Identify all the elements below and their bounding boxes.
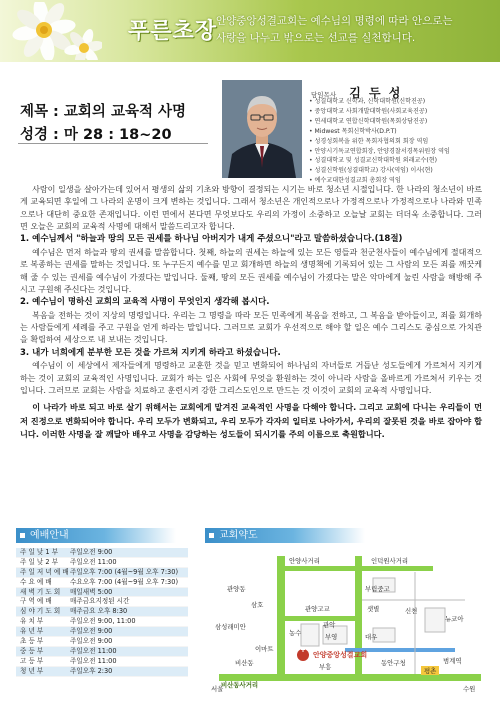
intro-paragraph: 사람이 일생을 살아가는데 있어서 평생의 삶의 기초와 방향이 결정되는 시기는 바로 청소년 시절입니다. 한 나라의 청소년이 바르게 교육되면 후일에 그 나라의 운명이 크게 변하는 것입니다. 그래서 청소년은 개인적으로나 가정적으로나 가정적으로나 나라와 민족으로나 대단히 중요한 존재입니다. 이런 면에서 본다면 무엇보다도 우리의 가정이 소중하고 오늘날 교회는 더더욱 소중합니다. 그러면 오늘은 교회의 교육적 사명에 대해서 말씀드리고자 합니다. <box>20 185 482 232</box>
worship-schedule-table <box>16 548 188 677</box>
bio-item: • 안양시기독교연합회장, 안양경찰서경목위원장 역임 <box>309 147 499 157</box>
map-label: 부영 <box>325 633 338 641</box>
bio-item: • 성결신학원(성결대학교) 강사(역임) 이사(현) <box>309 166 499 176</box>
slogan-line-2: 사랑을 나누고 밖으로는 선교를 실천합니다. <box>216 32 416 44</box>
map-label: 안양사거리 <box>289 557 320 565</box>
sermon-verse: 성경 : 마 28 : 18~20 <box>20 127 172 143</box>
map-label: 평촌 <box>421 666 439 675</box>
bio-item: • 성경성회복을 위한 목회자협의회 회장 역임 <box>309 137 499 147</box>
map-label: 샛별 <box>367 605 380 613</box>
map-label: 관양동 <box>227 585 246 593</box>
closing-paragraph: 이 나라가 바로 되고 바로 살기 위해서는 교회에게 맡겨진 교육적인 사명을 다해야 합니다. 그리고 교회에 다니는 우리들이 먼저 진정으로 변화되어야 합니다. 우리 모두가 변화되고, 우리 모두가 각자의 일터로 나아가서, 우리의 잘못된 것을 바로 잡아야 합니다. 이러한 사명을 잘 깨달아 배우고 사명을 감당하는 성도들이 되시기를 주의 이름으로 축원합니다. <box>20 402 482 440</box>
map-label: 관악 <box>323 621 336 629</box>
table-row: 유 치 부 주일오전 9:00, 11:00 <box>16 617 188 627</box>
bio-item: • 예수교대한성결교회 총회장 역임 <box>309 176 499 186</box>
map-label: 비산동 <box>235 659 254 667</box>
pastor-bio-list <box>309 97 499 186</box>
map-label: 삼호 <box>251 601 264 609</box>
bio-item: • 성결대학교 및 성결교신학대학원 외래교수(현) <box>309 156 499 166</box>
sermon-title: 제목 : 교회의 교육적 사명 <box>20 104 187 120</box>
table-row: 수 요 예 배 수요오후 7:00 (4월~9월 오후 7:30) <box>16 578 188 588</box>
map-label: 동안구청 <box>381 659 406 667</box>
map-label: 이마트 <box>255 645 274 653</box>
table-row: 새 벽 기 도 회 매일새벽 5:00 <box>16 588 188 598</box>
point-3-paragraph: 예수님이 이 세상에서 제자들에게 명령하고 교훈한 것을 믿고 변화되어 하나님의 자녀들로 거듭난 성도들에게 가르쳐서 지키게 하는 것이 교회의 교육적인 사명입니다. 교회가 하는 일은 사회에 무엇을 환원하는 것이 아니라 사람을 올바르게 가르쳐서 키우는 것입니다. 그러므로 교회는 사람을 치료하고 훈련시켜 강한 그리스도인으로 만드는 것 이것이 교회의 교육적 사명입니다. <box>20 361 482 395</box>
table-row: 구 역 예 배 매주금요지정된 시간 <box>16 597 188 607</box>
title-divider <box>18 143 208 144</box>
map-label: 비산동사거리 <box>221 681 259 689</box>
map-label: 대우 <box>365 633 378 641</box>
point-2-heading: 2. 예수님이 명하신 교회의 교육적 사명이 무엇인지 생각해 봅시다. <box>20 297 270 308</box>
bio-item: • 연세대학교 연합신학대학원(목회상담진공) <box>309 117 499 127</box>
map-label: 삼성래미안 <box>215 623 246 631</box>
map-label: 부흥 <box>319 663 332 671</box>
church-map-tab <box>205 528 365 543</box>
bio-item: • Midwest 목회신학박사(D.P.T) <box>309 127 499 137</box>
map-label: 뉴코아 <box>445 615 464 623</box>
point-3-heading: 3. 내가 너희에게 분부한 모든 것을 가르쳐 지키게 하라고 하셨습니다. <box>20 347 281 358</box>
map-label: 관양고교 <box>305 605 330 613</box>
map-label: 인덕원사거리 <box>371 557 409 565</box>
map-roads <box>205 548 490 701</box>
table-row: 심 야 기 도 회 매주금요 오후 8:30 <box>16 607 188 617</box>
church-slogan <box>216 13 498 47</box>
church-map <box>205 548 490 701</box>
point-2-paragraph: 복음을 전하는 것이 지상의 명령입니다. 우리는 그 명령을 따라 모든 민족에게 복음을 전하고, 그 복음을 받아들이고, 죄를 회개하는 사람들에게 세례를 주고 구원을 얻게 하라는 말입니다. 그러므로 교회가 우선적으로 해야 할 일은 예수 그리스도 중심으로 가치관을 확립하여 세상으로 내 보내는 것입니다. <box>20 310 482 345</box>
table-row: 유 년 부 주일오전 9:00 <box>16 627 188 637</box>
pastor-label: 담임목사 <box>311 91 337 99</box>
map-label: 범계역 <box>443 657 462 665</box>
point-1-paragraph: 예수님은 먼저 하늘과 땅의 권세를 말씀합니다. 첫째, 하늘의 권세는 하늘에 있는 모든 영들과 천군천사들이 예수님에게 절대적으로 복종하는 권세를 말하는 것입니다. 또 누구든지 예수를 믿고 회개하면 하늘의 생명책에 기록되어 있는 그 사람의 모든 죄를 깨끗케 해 줄 수 있는 권세를 예수님이 가졌다는 말입니다. 둘째, 땅의 모든 권세를 예수님이 가졌다는 말은 악마에게 눌린 사람을 해방해 주시고 구원해 주신다는 것입니다. <box>20 247 482 294</box>
map-label: 부림중고 <box>365 585 390 593</box>
map-label: 서울 <box>211 685 224 693</box>
map-label: 농수 <box>289 629 302 637</box>
church-map-label: 교회약도 <box>219 530 258 541</box>
map-label: 신천 <box>405 607 418 615</box>
table-row: 고 등 부 주일오전 11:00 <box>16 657 188 667</box>
map-label: 수원 <box>463 685 476 693</box>
table-row: 청 년 부 주일오후 2:30 <box>16 667 188 677</box>
table-row: 주 일 낮 2 부 주일오전 11:00 <box>16 558 188 568</box>
flower-illustration-icon <box>6 2 102 60</box>
pastor-portrait-icon <box>222 80 302 178</box>
slogan-line-1: 안양중앙성결교회는 예수님의 명령에 따라 안으로는 <box>216 15 453 27</box>
table-row: 중 등 부 주일오전 11:00 <box>16 647 188 657</box>
pastor-name: 김 두 성 <box>349 86 403 100</box>
bulletin-title: 푸른초장 <box>128 19 218 44</box>
worship-guide-tab <box>16 528 176 543</box>
table-row: 주 일 낮 1 부 주일오전 9:00 <box>16 548 188 558</box>
church-name-label: 안양중앙성결교회 <box>313 651 368 659</box>
table-row: 초 등 부 주일오전 9:00 <box>16 637 188 647</box>
sermon-body <box>20 184 482 442</box>
table-row: 주 일 저 녁 예 배 주일오후 7:00 (4월~9월 오후 7:30) <box>16 568 188 578</box>
point-1-heading: 1. 예수님께서 "하늘과 땅의 모든 권세를 하나님 아버지가 내게 주셨으니"라고 말씀하셨습니다.(18절) <box>20 234 403 245</box>
header-banner <box>0 0 500 62</box>
worship-guide-label: 예배안내 <box>30 530 69 541</box>
bio-item: • 성결대학교 신학과, 신학대학원(신학진공) <box>309 97 499 107</box>
pastor-photo <box>222 80 302 178</box>
bio-item: • 중앙대학교 사회개발대학원(사회교육진공) <box>309 107 499 117</box>
